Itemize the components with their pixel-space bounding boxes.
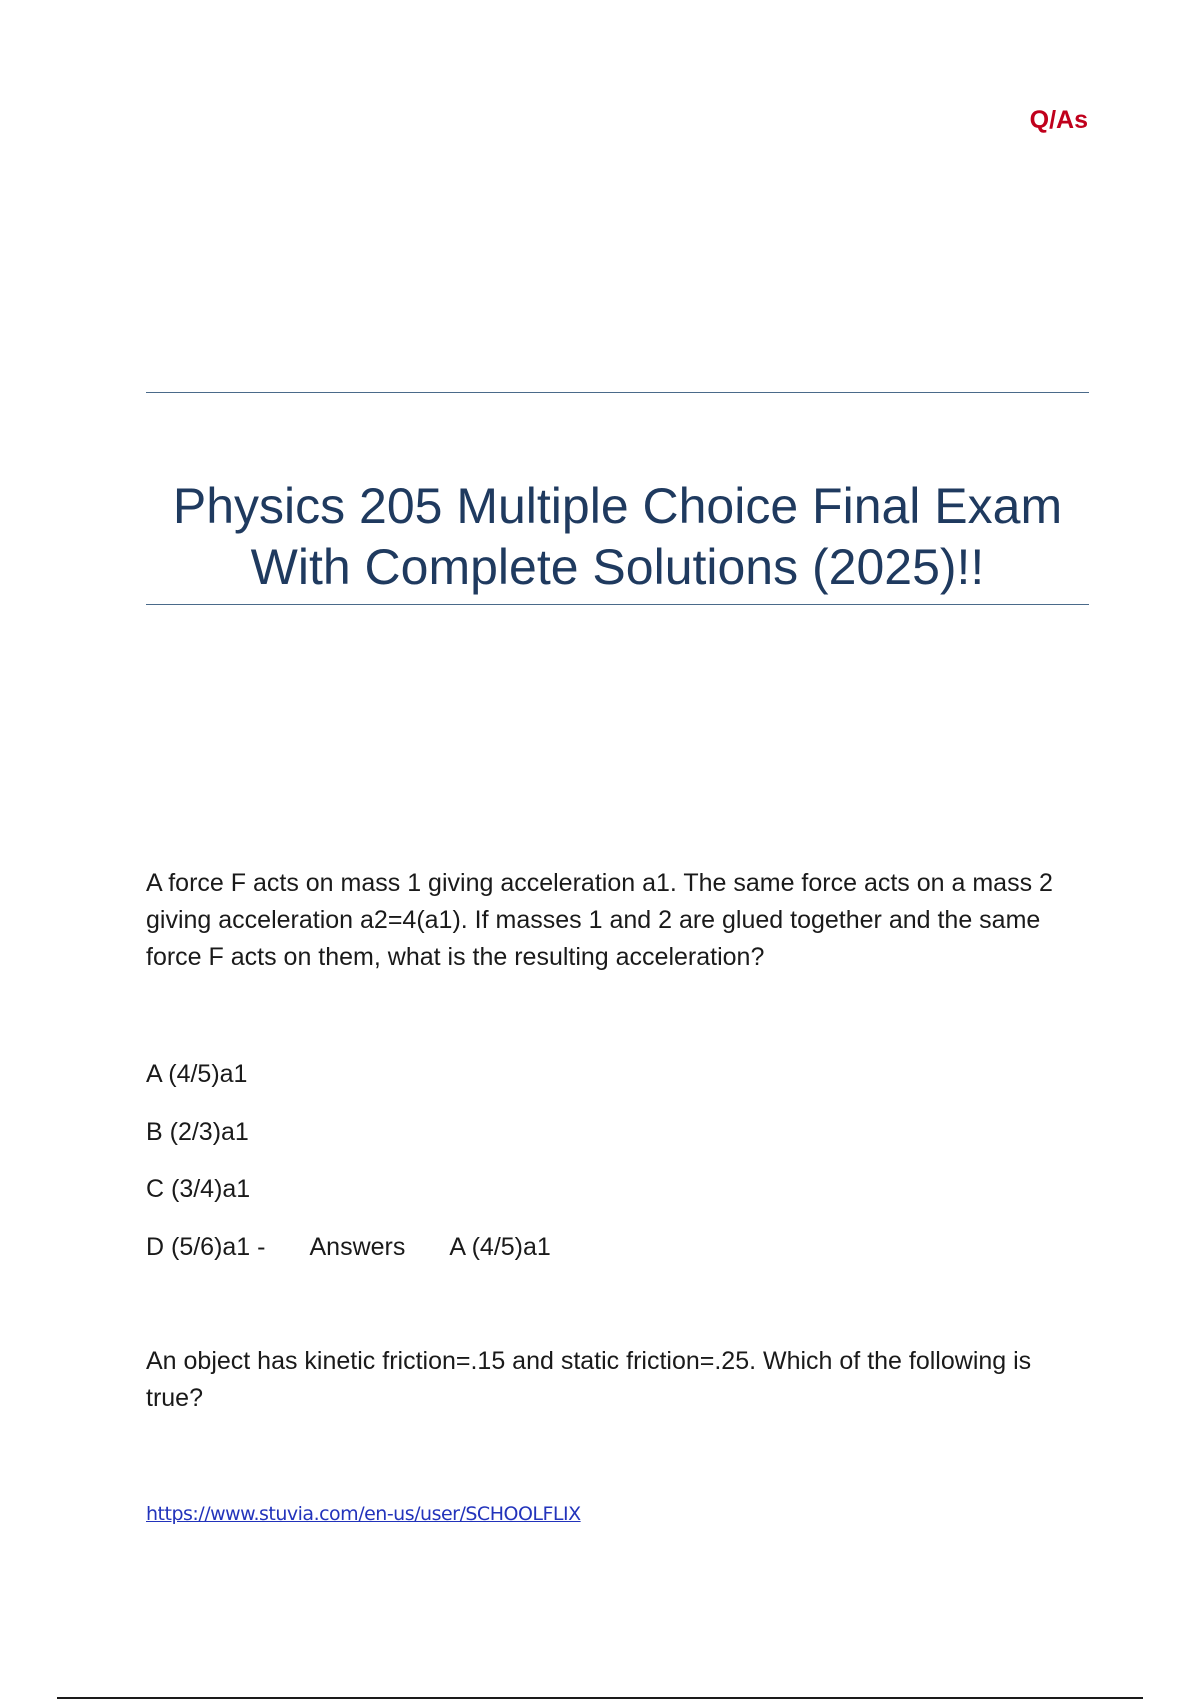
answer-option-a: A (4/5)a1	[146, 1060, 248, 1088]
title-top-divider	[146, 392, 1089, 393]
answer-option-b: B (2/3)a1	[146, 1118, 249, 1146]
answer-option-d: D (5/6)a1 -	[146, 1233, 266, 1261]
footer-divider	[57, 1697, 1143, 1699]
title-bottom-divider	[146, 604, 1089, 605]
answer-option-d-row	[146, 1232, 551, 1262]
document-title: Physics 205 Multiple Choice Final Exam With Complete Solutions (2025)!!	[172, 478, 1063, 595]
source-link[interactable]: https://www.stuvia.com/en-us/user/SCHOOLFLIX	[146, 1503, 581, 1525]
answer-label: Answers	[309, 1233, 406, 1261]
answer-value: A (4/5)a1	[449, 1233, 551, 1261]
answer-option-c: C (3/4)a1	[146, 1175, 251, 1203]
question-text: A force F acts on mass 1 giving acceleration a1. The same force acts on a mass 2 giving acceleration a2=4(a1). If masses 1 and 2 are glued together and the same force F acts on them, what is the resulting acceleration?	[146, 869, 1053, 971]
header-tag: Q/As	[1029, 106, 1088, 134]
question-text: An object has kinetic friction=.15 and static friction=.25. Which of the following is true?	[146, 1347, 1032, 1412]
